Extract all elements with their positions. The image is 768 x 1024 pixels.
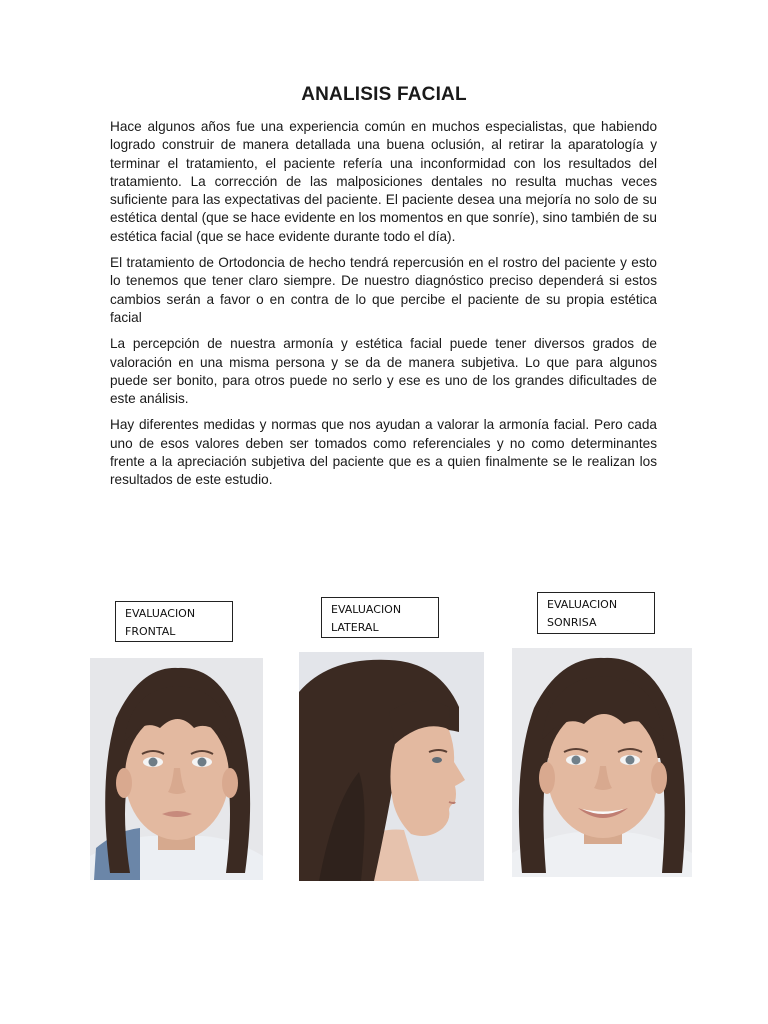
label-lateral-evaluation (321, 597, 439, 638)
label-line: EVALUACION (331, 603, 402, 616)
paragraph: Hace algunos años fue una experiencia común en muchos especialistas, que habiendo logrado construir de manera detallada una buena oclusión, al retirar la aparatología y terminar el tratamiento, el paciente refería una inconformidad con los resultados del tratamiento. La corrección de las malposiciones dentales no resulta muchas veces suficiente para las expectativas del paciente. El paciente desea una mejoría no solo de su estética dental (que se hace evidente en los momentos en que sonríe), sino también de su estética facial (que se hace evidente durante todo el día). (110, 119, 657, 244)
label-frontal-evaluation (115, 601, 233, 642)
lateral-profile-photo (299, 652, 484, 881)
frontal-face-photo (90, 658, 263, 880)
paragraph: El tratamiento de Ortodoncia de hecho tendrá repercusión en el rostro del paciente y esto lo tenemos que tener claro siempre. De nuestro diagnóstico preciso dependerá si estos cambios serán a favor o en contra de lo que percibe el paciente de su propia estética facial (110, 255, 657, 325)
label-line: SONRISA (547, 616, 597, 629)
label-smile-evaluation (537, 592, 655, 634)
body-text (110, 118, 657, 498)
label-line: LATERAL (331, 621, 379, 634)
label-line: EVALUACION (125, 607, 196, 620)
smile-face-photo (512, 648, 692, 877)
paragraph: La percepción de nuestra armonía y estética facial puede tener diversos grados de valoración en una misma persona y se da de manera subjetiva. Lo que para algunos puede ser bonito, para otros puede no serlo y ese es uno de los grandes dificultades de este análisis. (110, 336, 657, 407)
label-line: EVALUACION (547, 598, 618, 611)
label-line: FRONTAL (125, 625, 176, 638)
paragraph: Hay diferentes medidas y normas que nos ayudan a valorar la armonía facial. Pero cada uno de esos valores deben ser tomados como referenciales y no como determinantes frente a la apreciación subjetiva del paciente que es a quien finalmente se le realizan los resultados de este estudio. (110, 417, 657, 488)
document-title: ANALISIS FACIAL (301, 84, 467, 105)
